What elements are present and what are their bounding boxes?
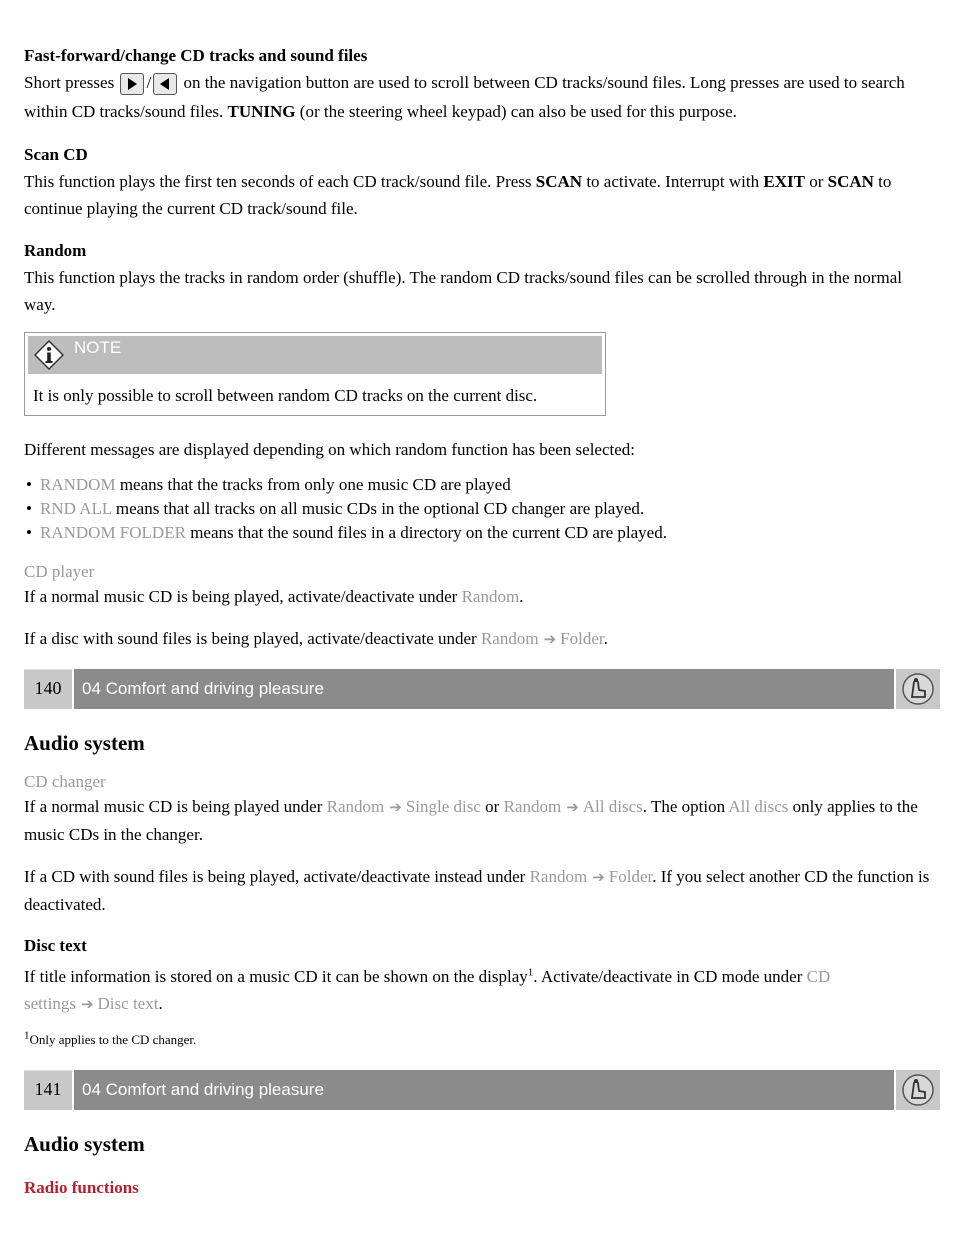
- seat-icon: [896, 669, 940, 709]
- paragraph-text: If a disc with sound files is being played, activate/deactivate under Random ➔ Folder.: [24, 629, 608, 648]
- menu-link-folder[interactable]: Folder: [608, 867, 653, 886]
- menu-link-random[interactable]: Random: [503, 797, 562, 816]
- arrow-right-icon: ➔: [389, 798, 402, 816]
- footnote: $^1$Only applies to the CD changer.: [24, 1029, 197, 1047]
- section-random: [24, 237, 936, 318]
- page-number: 140: [24, 669, 72, 709]
- section-cd-player: CD player If a normal music CD is being played, activate/deactivate under Random.: [24, 561, 936, 610]
- arrow-right-icon: ➔: [543, 630, 557, 648]
- section-cd-changer: CD changer If a normal music CD is being played under Random ➔ Single disc or Random ➔ All discs. The option All discs only applies to the music CDs in the changer.: [24, 771, 936, 848]
- chapter-title: 04 Comfort and driving pleasure: [74, 669, 894, 709]
- paragraph-text: Short presses: [24, 73, 115, 92]
- paragraph-text: This function plays the first ten seconds of each CD track/sound file. Press: [24, 172, 532, 191]
- menu-link-cd-settings[interactable]: CD settings: [24, 967, 831, 1013]
- paragraph-text: on the navigation button are used to scroll between CD tracks/sound files. Long presses are used to search within CD tracks/sound files.: [24, 73, 905, 121]
- paragraph-text: Different messages are displayed depending on which random function has been selected:: [24, 440, 636, 459]
- section-heading-radio: Radio functions: [24, 1178, 139, 1197]
- menu-link-single-disc[interactable]: Single disc: [405, 797, 481, 816]
- note-label: NOTE: [74, 338, 122, 357]
- page-title: Audio system: [24, 1132, 145, 1156]
- note-box: [24, 332, 606, 416]
- subheading: CD changer: [24, 772, 106, 791]
- arrow-right-icon: ➔: [592, 868, 605, 886]
- section-title: Disc text: [24, 936, 87, 955]
- message-list: [24, 473, 936, 545]
- section-title: Random: [24, 241, 87, 260]
- info-icon: [34, 340, 64, 370]
- subheading: CD player: [24, 562, 95, 581]
- menu-link-random[interactable]: Random: [529, 867, 588, 886]
- back-icon: [153, 73, 177, 95]
- manual-page: [24, 44, 936, 1201]
- section-title: Fast-forward/change CD tracks and sound files: [24, 46, 368, 65]
- note-header: [28, 336, 602, 374]
- menu-link-folder[interactable]: Folder: [560, 629, 604, 648]
- page-title: Audio system: [24, 731, 145, 755]
- list-item: • RND ALL means that all tracks on all music CDs in the optional CD changer are played.: [24, 497, 936, 521]
- arrow-right-icon: ➔: [566, 798, 579, 816]
- paragraph-text: (or the steering wheel keypad) can also be used for this purpose.: [299, 102, 737, 121]
- section-scan: [24, 141, 936, 222]
- list-item: • RANDOM FOLDER means that the sound files in a directory on the current CD are played.: [24, 521, 936, 545]
- paragraph-text: This function plays the tracks in random order (shuffle). The random CD tracks/sound files can be scrolled through in the normal way.: [24, 268, 902, 314]
- menu-link-random[interactable]: Random: [480, 629, 539, 648]
- menu-link-all-discs[interactable]: All discs: [728, 797, 789, 816]
- tuning-label: TUNING: [227, 102, 296, 121]
- menu-link-random[interactable]: Random: [461, 587, 520, 606]
- note-text: It is only possible to scroll between random CD tracks on the current disc.: [33, 386, 538, 405]
- paragraph-text: to activate. Interrupt with: [586, 172, 760, 191]
- forward-icon: [120, 73, 144, 95]
- chapter-title: 04 Comfort and driving pleasure: [74, 1070, 894, 1110]
- page-header-bar: [24, 1070, 940, 1110]
- section-title: Scan CD: [24, 145, 88, 164]
- paragraph-text: If a CD with sound files is being played, activate/deactivate instead under Random ➔ Folder. If you select another CD the function is deactivated.: [24, 867, 930, 914]
- page-header-bar: [24, 669, 940, 709]
- menu-link-all-discs[interactable]: All discs: [582, 797, 643, 816]
- section-disc-text: Disc text If title information is stored on a music CD it can be shown on the display$^1$. Activate/deactivate in CD mode under CD settings ➔ Disc text. $^1$Only applies to the CD changer.: [24, 932, 936, 1050]
- paragraph-text: to continue playing the current CD track/sound file.: [24, 172, 892, 218]
- menu-link-disc-text[interactable]: Disc text: [97, 994, 159, 1013]
- arrow-right-icon: ➔: [80, 995, 94, 1013]
- scan-label: SCAN: [827, 172, 874, 191]
- page-number: 141: [24, 1070, 72, 1110]
- paragraph-text: or: [809, 172, 824, 191]
- exit-label: EXIT: [763, 172, 805, 191]
- seat-icon: [896, 1070, 940, 1110]
- menu-link-random[interactable]: Random: [326, 797, 385, 816]
- list-item: • RANDOM means that the tracks from only one music CD are played: [24, 473, 936, 497]
- scan-label: SCAN: [535, 172, 583, 191]
- section-fast-forward: Fast-forward/change CD tracks and sound files Short presses / on the navigation button are used to scroll between CD tracks/sound files. Long presses are used to search within CD tracks/sound files. TUNING (or the steering wheel keypad) can also be used for this purpose.: [24, 44, 936, 126]
